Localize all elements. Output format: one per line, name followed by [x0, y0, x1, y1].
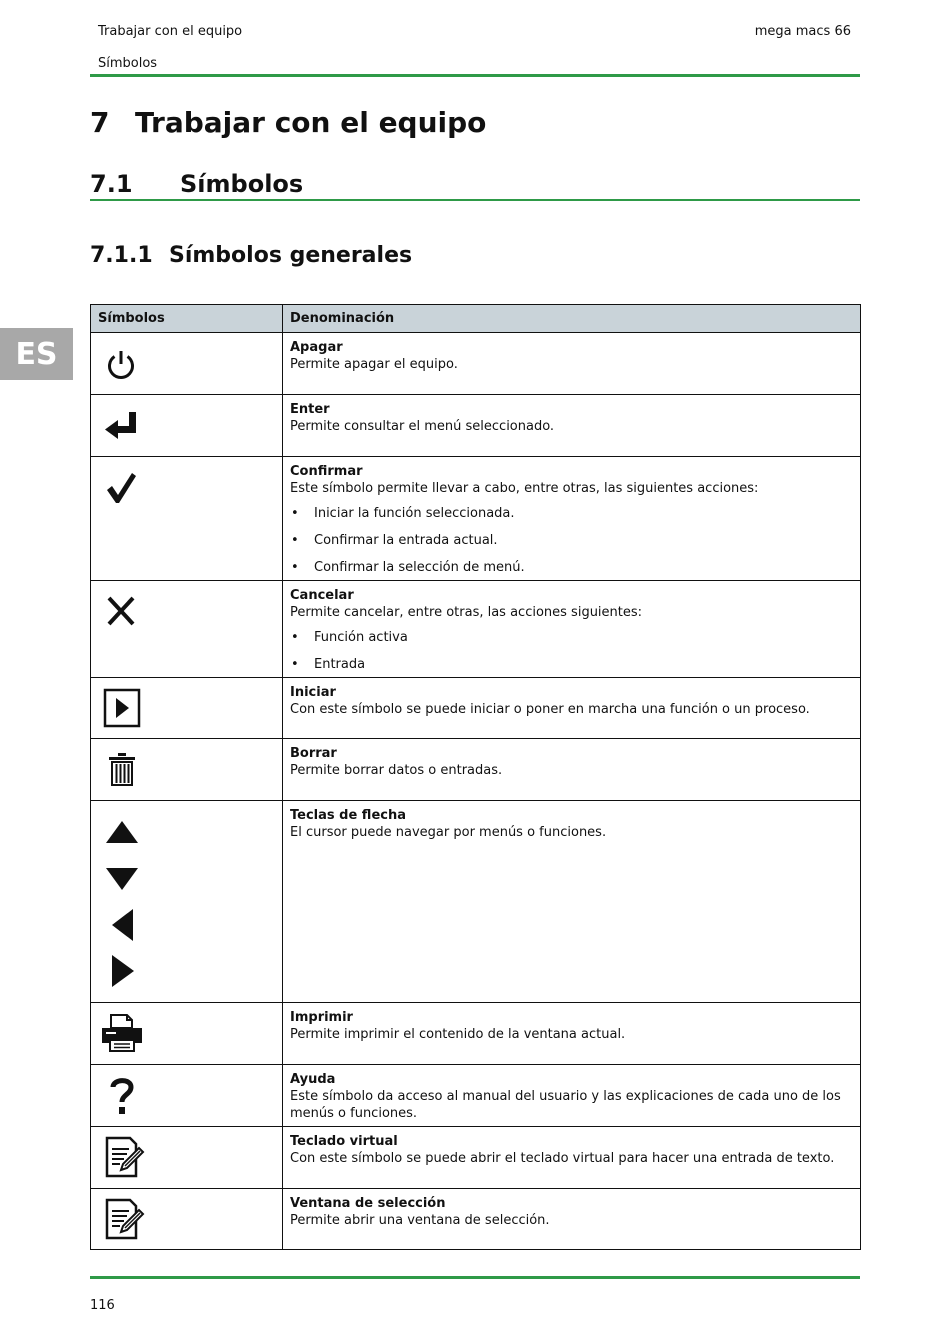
description-cell — [283, 395, 861, 457]
table-row — [91, 395, 861, 457]
symbol-cell — [91, 1127, 283, 1189]
running-header-section: Símbolos — [98, 56, 158, 71]
bullet-list — [290, 505, 853, 576]
running-header-product: mega macs 66 — [754, 24, 851, 39]
trash-icon — [107, 752, 137, 786]
list-item: • Entrada — [290, 656, 853, 673]
symbol-cell — [91, 457, 283, 581]
printer-icon — [100, 1013, 144, 1053]
symbol-term: Enter — [290, 402, 330, 417]
bullet-list — [290, 629, 853, 673]
symbol-term: Borrar — [290, 746, 337, 761]
symbol-term: Imprimir — [290, 1010, 353, 1025]
symbol-description: Permite consultar el menú seleccionado. — [290, 419, 555, 434]
symbol-term: Cancelar — [290, 588, 354, 603]
section-rule — [90, 199, 860, 201]
description-cell — [283, 801, 861, 1003]
symbol-cell — [91, 739, 283, 801]
power-icon — [106, 349, 136, 380]
chapter-heading — [90, 106, 486, 139]
symbol-cell — [91, 333, 283, 395]
table-row — [91, 1065, 861, 1127]
edit-document-icon — [105, 1198, 145, 1240]
symbols-table — [90, 304, 861, 1250]
symbol-description: El cursor puede navegar por menús o funciones. — [290, 825, 607, 840]
arrow-left-icon — [111, 908, 135, 942]
description-cell — [283, 678, 861, 739]
table-row — [91, 678, 861, 739]
help-icon — [109, 1076, 135, 1116]
symbol-description: Este símbolo permite llevar a cabo, entre otras, las siguientes acciones: — [290, 481, 759, 496]
symbol-term: Apagar — [290, 340, 343, 355]
table-row — [91, 1003, 861, 1065]
symbol-term: Confirmar — [290, 464, 363, 479]
subsection-title: Símbolos generales — [169, 243, 413, 268]
chapter-number: 7 — [90, 106, 110, 139]
description-cell — [283, 457, 861, 581]
checkmark-icon — [105, 471, 137, 505]
arrow-up-icon — [105, 820, 139, 844]
running-header-title: Trabajar con el equipo — [98, 24, 243, 39]
start-icon — [103, 688, 141, 728]
table-row — [91, 333, 861, 395]
table-row — [91, 739, 861, 801]
section-heading — [90, 170, 303, 198]
list-item: • Función activa — [290, 629, 853, 646]
description-cell — [283, 581, 861, 678]
section-number: 7.1 — [90, 170, 133, 198]
symbol-term: Iniciar — [290, 685, 336, 700]
description-cell — [283, 333, 861, 395]
table-row — [91, 1127, 861, 1189]
footer-rule — [90, 1276, 860, 1279]
symbol-term: Ayuda — [290, 1072, 336, 1087]
chapter-title: Trabajar con el equipo — [135, 106, 487, 139]
column-header-name: Denominación — [283, 305, 861, 333]
description-cell — [283, 739, 861, 801]
symbol-cell — [91, 678, 283, 739]
section-title: Símbolos — [180, 170, 304, 198]
list-item: • Confirmar la entrada actual. — [290, 532, 853, 549]
symbol-description: Permite apagar el equipo. — [290, 357, 458, 372]
table-row — [91, 581, 861, 678]
table-header-row — [91, 305, 861, 333]
subsection-number: 7.1.1 — [90, 243, 153, 268]
table-row — [91, 457, 861, 581]
symbol-cell — [91, 801, 283, 1003]
list-item: • Confirmar la selección de menú. — [290, 559, 853, 576]
symbol-description: Con este símbolo se puede abrir el teclado virtual para hacer una entrada de texto. — [290, 1151, 835, 1166]
symbol-term: Teclado virtual — [290, 1134, 398, 1149]
table-row — [91, 801, 861, 1003]
symbol-description: Con este símbolo se puede iniciar o poner en marcha una función o un proceso. — [290, 702, 810, 717]
symbol-cell — [91, 395, 283, 457]
enter-icon — [103, 410, 139, 440]
column-header-symbols: Símbolos — [91, 305, 283, 333]
symbol-description: Permite borrar datos o entradas. — [290, 763, 503, 778]
symbol-term: Ventana de selección — [290, 1196, 446, 1211]
description-cell — [283, 1065, 861, 1127]
cancel-icon — [106, 595, 136, 627]
description-cell — [283, 1003, 861, 1065]
symbol-cell — [91, 1065, 283, 1127]
subsection-heading — [90, 243, 412, 268]
symbol-cell — [91, 581, 283, 678]
list-item: • Iniciar la función seleccionada. — [290, 505, 853, 522]
description-cell — [283, 1127, 861, 1189]
symbol-description: Permite abrir una ventana de selección. — [290, 1213, 550, 1228]
page-number: 116 — [90, 1298, 115, 1313]
arrow-right-icon — [111, 954, 135, 988]
symbol-description: Permite cancelar, entre otras, las acciones siguientes: — [290, 605, 643, 620]
symbol-cell — [91, 1189, 283, 1250]
description-cell — [283, 1189, 861, 1250]
arrow-down-icon — [105, 867, 139, 891]
symbol-term: Teclas de flecha — [290, 808, 406, 823]
symbol-description: Permite imprimir el contenido de la ventana actual. — [290, 1027, 626, 1042]
symbol-cell — [91, 1003, 283, 1065]
table-row — [91, 1189, 861, 1250]
edit-document-icon — [105, 1136, 145, 1178]
language-tab: ES — [0, 328, 73, 380]
symbol-description: Este símbolo da acceso al manual del usuario y las explicaciones de cada uno de los menús o funciones. — [290, 1089, 841, 1121]
header-rule — [90, 74, 860, 77]
